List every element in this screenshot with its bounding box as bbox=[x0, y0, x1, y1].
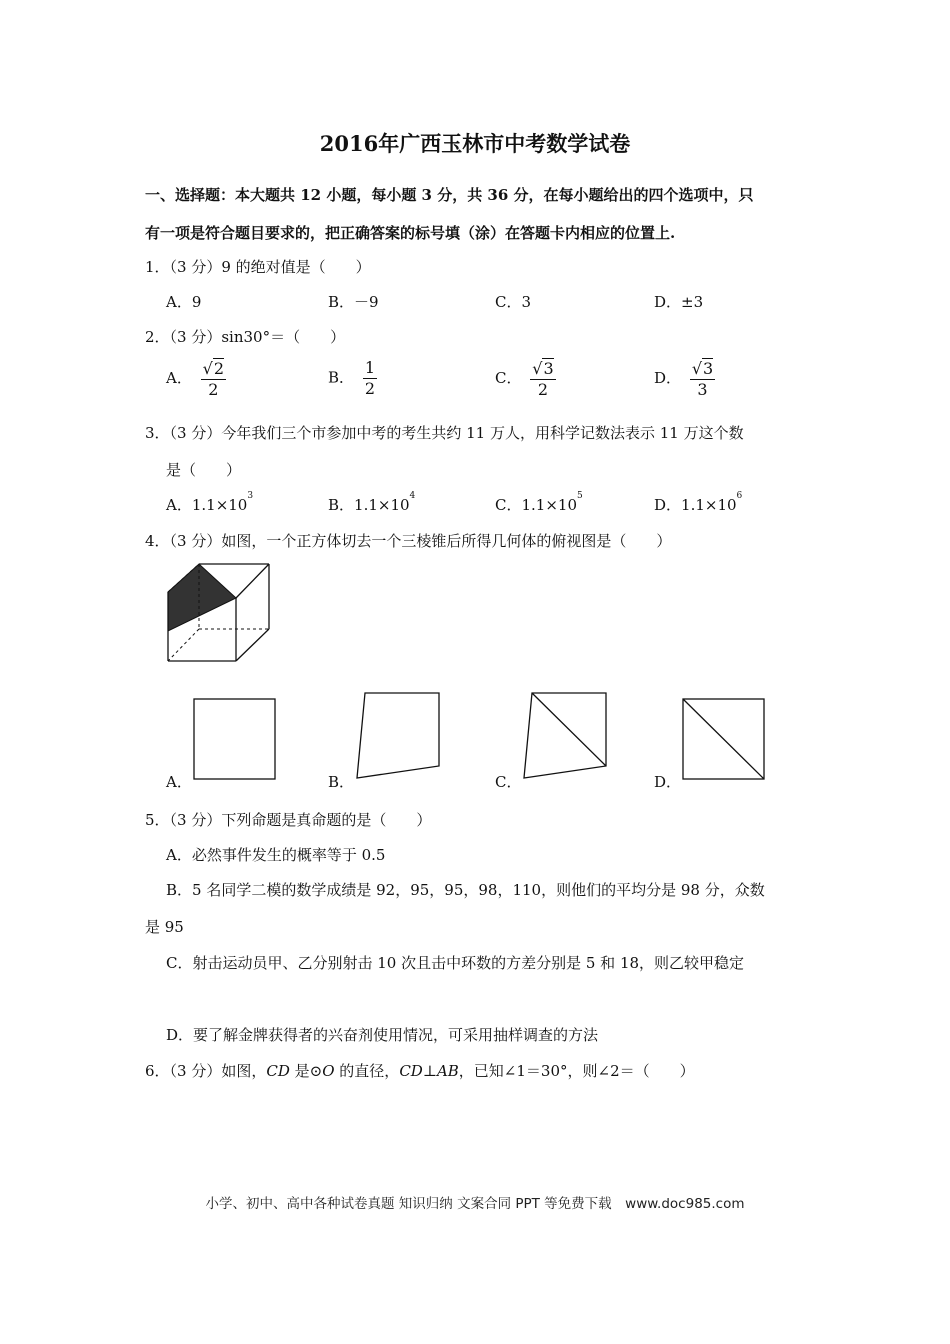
q2-option-c-fraction: $\frac{√3}{2}$ bbox=[532, 359, 554, 399]
q4-option-d-label: D． bbox=[654, 773, 682, 791]
q4-stem: 4．（3 分）如图，一个正方体切去一个三棱锥后所得几何体的俯视图是（ ） bbox=[145, 532, 672, 550]
q2-option-d bbox=[654, 358, 715, 400]
q1-option-d: D．±3 bbox=[654, 293, 704, 311]
q2-option-a-label: A． bbox=[166, 369, 192, 387]
section-heading-line1: 一、选择题：本大题共 12 小题，每小题 3 分，共 36 分，在每小题给出的四个选项中，只 bbox=[145, 186, 754, 204]
q4-option-d-figure bbox=[681, 697, 767, 781]
q6-stem bbox=[145, 1060, 695, 1081]
q1-option-a: A．9 bbox=[166, 293, 202, 311]
q3-stem-line2: 是（ ） bbox=[166, 461, 242, 479]
q5-option-c: C．射击运动员甲、乙分别射击 10 次且击中环数的方差分别是 5 和 18，则乙较甲稳定 bbox=[166, 954, 745, 972]
q5-option-b-line2: 是 95 bbox=[145, 918, 184, 936]
q2-option-a-fraction: $\frac{√2}{2}$ bbox=[202, 359, 225, 399]
q2-option-c-denominator: 2 bbox=[537, 380, 549, 399]
q2-stem: 2．（3 分）sin30°＝（ ） bbox=[145, 328, 346, 346]
q6-mid-2: 的直径， bbox=[334, 1062, 400, 1080]
q2-option-b-denominator: 2 bbox=[364, 379, 375, 398]
q3-option-c bbox=[495, 491, 583, 515]
q4-cube-figure bbox=[160, 558, 275, 666]
q2-option-d-radicand: 3 bbox=[703, 359, 714, 378]
q2-option-d-label: D． bbox=[654, 369, 682, 387]
q2-option-a bbox=[166, 358, 226, 400]
q1-option-b: B．－9 bbox=[328, 293, 379, 311]
q3-option-c-base: 1.1×10 bbox=[521, 496, 577, 514]
q6-ab: AB bbox=[436, 1062, 459, 1080]
q4-option-b-label: B． bbox=[328, 773, 355, 791]
page-footer: 小学、初中、高中各种试卷真题 知识归纳 文案合同 PPT 等免费下载 www.doc985.com bbox=[205, 1196, 745, 1212]
q6-cd-2: CD bbox=[399, 1062, 423, 1080]
q2-option-a-denominator: 2 bbox=[208, 380, 219, 399]
q3-option-a-label: A． bbox=[166, 496, 192, 514]
q6-perp: ⊥ bbox=[422, 1062, 437, 1080]
q1-option-c: C．3 bbox=[495, 293, 532, 311]
q5-option-a: A．必然事件发生的概率等于 0.5 bbox=[166, 846, 386, 864]
q3-option-c-exponent: 5 bbox=[577, 491, 583, 501]
q4-option-c-label: C． bbox=[495, 773, 522, 791]
q3-option-b bbox=[328, 491, 416, 515]
q4-option-a-label: A． bbox=[166, 773, 192, 791]
q6-mid-1: 是⊙ bbox=[289, 1062, 323, 1080]
q3-option-a-exponent: 3 bbox=[247, 491, 254, 501]
q5-stem: 5．（3 分）下列命题是真命题的是（ ） bbox=[145, 811, 432, 829]
q4-option-b-figure bbox=[354, 691, 442, 781]
q3-option-d-label: D． bbox=[654, 496, 682, 514]
page-title: 2016年广西玉林市中考数学试卷 bbox=[319, 131, 631, 156]
q3-option-b-base: 1.1×10 bbox=[354, 496, 410, 514]
q2-option-b-fraction bbox=[363, 358, 377, 399]
q2-option-c-radicand: 3 bbox=[543, 359, 554, 378]
q3-option-b-exponent: 4 bbox=[409, 491, 416, 501]
q5-option-b-line1: B．5 名同学二模的数学成绩是 92，95，95，98，110，则他们的平均分是 98 分，众数 bbox=[166, 881, 765, 899]
q2-option-c-label: C． bbox=[495, 369, 522, 387]
q2-option-d-denominator: 3 bbox=[697, 380, 708, 399]
q2-option-b bbox=[328, 358, 377, 399]
q3-option-a bbox=[166, 491, 254, 515]
q2-option-c bbox=[495, 358, 556, 400]
q3-option-b-label: B． bbox=[328, 496, 355, 514]
q3-option-d-base: 1.1×10 bbox=[681, 496, 737, 514]
q2-option-b-numerator: 1 bbox=[364, 358, 375, 377]
q6-cd-1: CD bbox=[266, 1062, 290, 1080]
q6-prefix: 6．（3 分）如图， bbox=[145, 1062, 267, 1080]
q1-stem: 1．（3 分）9 的绝对值是（ ） bbox=[145, 258, 371, 276]
q6-o: O bbox=[322, 1062, 335, 1080]
q3-option-c-label: C． bbox=[495, 496, 522, 514]
q3-stem-line1: 3．（3 分）今年我们三个市参加中考的考生共约 11 万人，用科学记数法表示 11 万这个数 bbox=[145, 424, 744, 442]
q5-option-d: D．要了解金牌获得者的兴奋剂使用情况，可采用抽样调查的方法 bbox=[166, 1026, 599, 1044]
q2-option-d-fraction: $\frac{√3}{3}$ bbox=[691, 359, 714, 399]
q2-option-a-radicand: 2 bbox=[213, 359, 225, 378]
q6-suffix: ，已知∠1＝30°，则∠2＝（ ） bbox=[458, 1062, 695, 1080]
q3-option-d bbox=[654, 491, 743, 515]
q3-option-d-exponent: 6 bbox=[736, 491, 743, 501]
section-heading-line2: 有一项是符合题目要求的，把正确答案的标号填（涂）在答题卡内相应的位置上. bbox=[145, 224, 676, 242]
q4-option-c-figure bbox=[521, 691, 609, 781]
q4-option-a-figure bbox=[192, 697, 278, 781]
q2-option-b-label: B． bbox=[328, 368, 355, 387]
q3-option-a-base: 1.1×10 bbox=[191, 496, 248, 514]
